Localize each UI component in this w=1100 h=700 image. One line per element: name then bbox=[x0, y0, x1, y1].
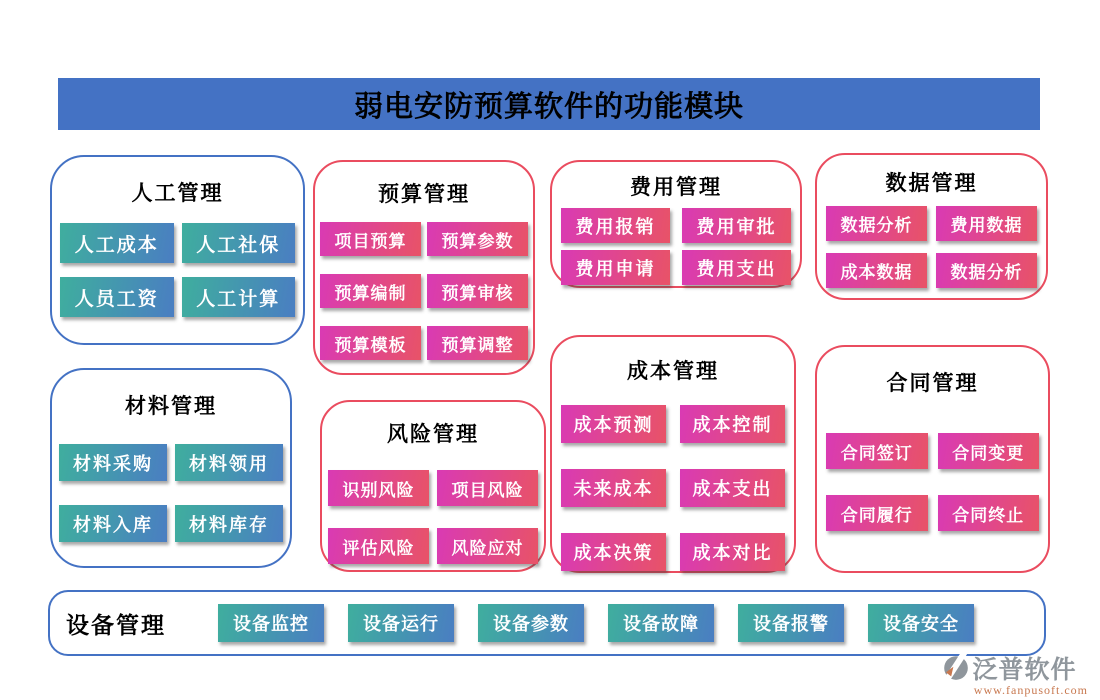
panel-budget-button-grid bbox=[315, 208, 533, 360]
panel-title-data: 数据管理 bbox=[885, 171, 978, 195]
panel-contract-button-grid bbox=[817, 397, 1048, 531]
title-banner bbox=[58, 78, 1040, 130]
vendor-logo-icon bbox=[942, 654, 970, 682]
panel-labor bbox=[50, 155, 305, 345]
panel-cost-button-grid bbox=[552, 385, 794, 571]
panel-expense-button-3[interactable]: 费用申请 bbox=[561, 250, 670, 285]
panel-budget-button-4[interactable]: 预算审核 bbox=[427, 274, 528, 308]
panel-title-risk: 风险管理 bbox=[387, 422, 479, 446]
panel-device-button-1[interactable]: 设备监控 bbox=[218, 604, 324, 642]
panel-material-button-grid bbox=[52, 420, 290, 542]
panel-material-button-4[interactable]: 材料库存 bbox=[175, 505, 283, 542]
panel-risk-button-2[interactable]: 项目风险 bbox=[437, 470, 538, 506]
device-buttons-row bbox=[218, 604, 974, 642]
panel-material bbox=[50, 368, 292, 568]
vendor-url: www.fanpusoft.com bbox=[973, 683, 1088, 697]
panel-budget-button-2[interactable]: 预算参数 bbox=[427, 222, 528, 256]
panel-risk-button-3[interactable]: 评估风险 bbox=[328, 528, 429, 564]
panel-cost bbox=[550, 335, 796, 573]
panel-title-device: 设备管理 bbox=[66, 612, 166, 638]
panel-budget-button-6[interactable]: 预算调整 bbox=[427, 326, 528, 360]
panel-contract-button-1[interactable]: 合同签订 bbox=[826, 433, 928, 469]
panel-data-button-grid bbox=[817, 197, 1046, 288]
panel-material-button-3[interactable]: 材料入库 bbox=[59, 505, 167, 542]
panel-device-button-3[interactable]: 设备参数 bbox=[478, 604, 584, 642]
panel-budget bbox=[313, 160, 535, 375]
panel-device-button-2[interactable]: 设备运行 bbox=[348, 604, 454, 642]
panel-data-button-2[interactable]: 费用数据 bbox=[936, 206, 1037, 241]
panel-device-button-5[interactable]: 设备报警 bbox=[738, 604, 844, 642]
panel-cost-button-4[interactable]: 成本支出 bbox=[680, 469, 785, 507]
panel-title-cost: 成本管理 bbox=[627, 359, 719, 383]
panel-budget-button-1[interactable]: 项目预算 bbox=[320, 222, 421, 256]
panel-cost-button-1[interactable]: 成本预测 bbox=[561, 405, 666, 443]
panel-title-material: 材料管理 bbox=[125, 394, 217, 418]
panel-device-button-6[interactable]: 设备安全 bbox=[868, 604, 974, 642]
panel-cost-button-3[interactable]: 未来成本 bbox=[561, 469, 666, 507]
panel-material-button-2[interactable]: 材料领用 bbox=[175, 444, 283, 481]
panel-risk-button-4[interactable]: 风险应对 bbox=[437, 528, 538, 564]
panel-labor-button-4[interactable]: 人工计算 bbox=[182, 277, 296, 317]
panel-labor-button-2[interactable]: 人工社保 bbox=[182, 223, 296, 263]
panel-budget-button-5[interactable]: 预算模板 bbox=[320, 326, 421, 360]
panel-data-button-3[interactable]: 成本数据 bbox=[826, 253, 927, 288]
panel-cost-button-5[interactable]: 成本决策 bbox=[561, 533, 666, 571]
vendor-brand-row bbox=[942, 650, 1076, 686]
panel-expense-button-1[interactable]: 费用报销 bbox=[561, 208, 670, 243]
panel-expense-button-4[interactable]: 费用支出 bbox=[682, 250, 791, 285]
panel-material-button-1[interactable]: 材料采购 bbox=[59, 444, 167, 481]
panel-expense-button-2[interactable]: 费用审批 bbox=[682, 208, 791, 243]
panel-labor-button-1[interactable]: 人工成本 bbox=[60, 223, 174, 263]
panel-risk-button-1[interactable]: 识别风险 bbox=[328, 470, 429, 506]
page-title: 弱电安防预算软件的功能模块 bbox=[353, 90, 744, 123]
panel-device-button-4[interactable]: 设备故障 bbox=[608, 604, 714, 642]
panel-contract-button-3[interactable]: 合同履行 bbox=[826, 495, 928, 531]
panel-title-contract: 合同管理 bbox=[886, 371, 979, 395]
vendor-watermark bbox=[927, 650, 1092, 698]
panel-contract bbox=[815, 345, 1050, 573]
panel-title-labor: 人工管理 bbox=[131, 181, 224, 205]
panel-data bbox=[815, 153, 1048, 300]
panel-data-button-1[interactable]: 数据分析 bbox=[826, 206, 927, 241]
panel-budget-button-3[interactable]: 预算编制 bbox=[320, 274, 421, 308]
panel-risk-button-grid bbox=[322, 448, 544, 564]
panel-title-expense: 费用管理 bbox=[630, 175, 722, 199]
panel-data-button-4[interactable]: 数据分析 bbox=[936, 253, 1037, 288]
panel-expense-button-grid bbox=[552, 201, 800, 285]
panel-labor-button-grid bbox=[52, 207, 303, 317]
panel-device bbox=[48, 590, 1046, 656]
panel-cost-button-2[interactable]: 成本控制 bbox=[680, 405, 785, 443]
panel-contract-button-2[interactable]: 合同变更 bbox=[938, 433, 1040, 469]
panel-labor-button-3[interactable]: 人员工资 bbox=[60, 277, 174, 317]
panel-title-budget: 预算管理 bbox=[378, 182, 470, 206]
panel-cost-button-6[interactable]: 成本对比 bbox=[680, 533, 785, 571]
panel-expense bbox=[550, 160, 802, 288]
panel-contract-button-4[interactable]: 合同终止 bbox=[938, 495, 1040, 531]
panel-risk bbox=[320, 400, 546, 572]
vendor-brand-name: 泛普软件 bbox=[972, 657, 1077, 684]
